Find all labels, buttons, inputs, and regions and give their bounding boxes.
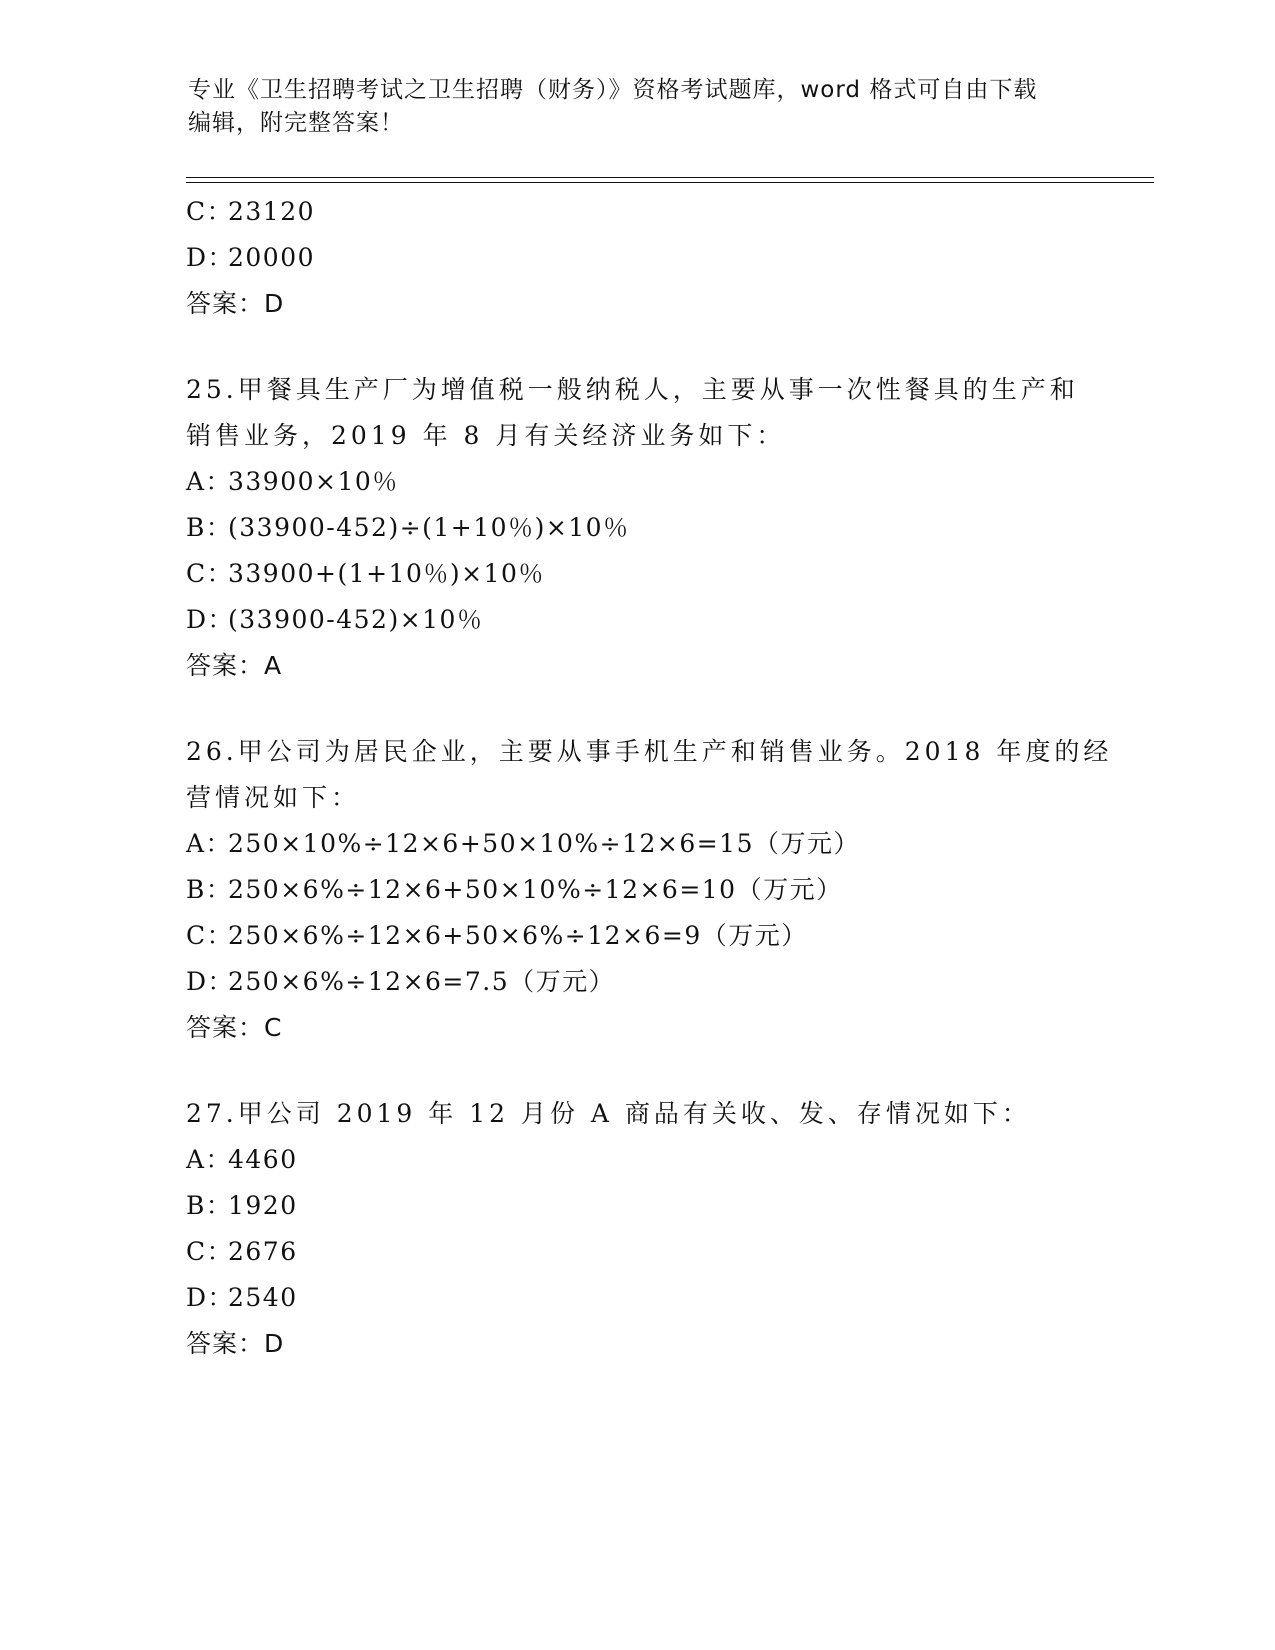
spacer — [186, 327, 1146, 367]
option-label: C： — [186, 197, 234, 226]
option-b — [186, 1183, 1146, 1229]
document-header — [188, 74, 1088, 140]
question-text-line: 26.甲公司为居民企业，主要从事手机生产和销售业务。2018 年度的经 — [186, 737, 1113, 766]
option-text: 33900+(1+10％)×10％ — [228, 559, 545, 588]
option-label: A： — [186, 467, 233, 496]
option-label: D： — [186, 1283, 235, 1312]
option-c — [186, 189, 1146, 235]
question-24-block — [186, 189, 1146, 327]
question-text-line: 营情况如下： — [186, 783, 361, 812]
option-label: C： — [186, 1237, 234, 1266]
option-text: 2540 — [228, 1283, 298, 1312]
option-d — [186, 1275, 1146, 1321]
option-b — [186, 867, 1146, 913]
option-label: D： — [186, 605, 235, 634]
option-label: C： — [186, 559, 234, 588]
option-text: 33900×10％ — [228, 467, 399, 496]
option-text: 250×6%÷12×6+50×10%÷12×6=10（万元） — [228, 875, 843, 904]
question-26-block — [186, 729, 1146, 1051]
spacer — [186, 689, 1146, 729]
option-label: B： — [186, 513, 233, 542]
option-label: B： — [186, 875, 233, 904]
option-a — [186, 821, 1146, 867]
header-title-line-2: 编辑，附完整答案！ — [188, 110, 404, 136]
answer-line: 答案：D — [186, 1329, 285, 1358]
option-a — [186, 1137, 1146, 1183]
answer-line: 答案：D — [186, 289, 285, 318]
option-d — [186, 597, 1146, 643]
option-text: (33900-452)÷(1+10％)×10％ — [228, 513, 630, 542]
question-text-line: 销售业务，2019 年 8 月有关经济业务如下： — [186, 421, 786, 450]
answer-line: 答案：A — [186, 651, 283, 680]
option-label: D： — [186, 243, 235, 272]
header-divider-bottom — [186, 182, 1154, 183]
spacer — [186, 1051, 1146, 1091]
option-d — [186, 235, 1146, 281]
option-text: 23120 — [228, 197, 316, 226]
option-label: C： — [186, 921, 234, 950]
question-text-line: 27.甲公司 2019 年 12 月份 A 商品有关收、发、存情况如下： — [186, 1099, 1031, 1128]
option-b — [186, 505, 1146, 551]
option-text: 250×6%÷12×6=7.5（万元） — [228, 967, 616, 996]
option-text: 2676 — [228, 1237, 298, 1266]
question-25-block — [186, 367, 1146, 689]
option-label: A： — [186, 829, 233, 858]
option-d — [186, 959, 1146, 1005]
option-a — [186, 459, 1146, 505]
option-text: 250×6%÷12×6+50×6%÷12×6=9（万元） — [228, 921, 808, 950]
option-text: 250×10%÷12×6+50×10%÷12×6=15（万元） — [228, 829, 860, 858]
question-27-block — [186, 1091, 1146, 1367]
option-c — [186, 551, 1146, 597]
option-c — [186, 913, 1146, 959]
question-content — [186, 189, 1146, 1367]
option-label: D： — [186, 967, 235, 996]
answer-line: 答案：C — [186, 1013, 283, 1042]
option-text: (33900-452)×10％ — [228, 605, 484, 634]
option-text: 20000 — [228, 243, 316, 272]
option-label: B： — [186, 1191, 233, 1220]
option-c — [186, 1229, 1146, 1275]
question-text-line: 25.甲餐具生产厂为增值税一般纳税人，主要从事一次性餐具的生产和 — [186, 375, 1079, 404]
option-label: A： — [186, 1145, 233, 1174]
header-title-line-1: 专业《卫生招聘考试之卫生招聘（财务）》资格考试题库，word 格式可自由下载 — [188, 77, 1038, 103]
option-text: 4460 — [228, 1145, 298, 1174]
header-divider-top — [186, 177, 1154, 178]
option-text: 1920 — [228, 1191, 298, 1220]
